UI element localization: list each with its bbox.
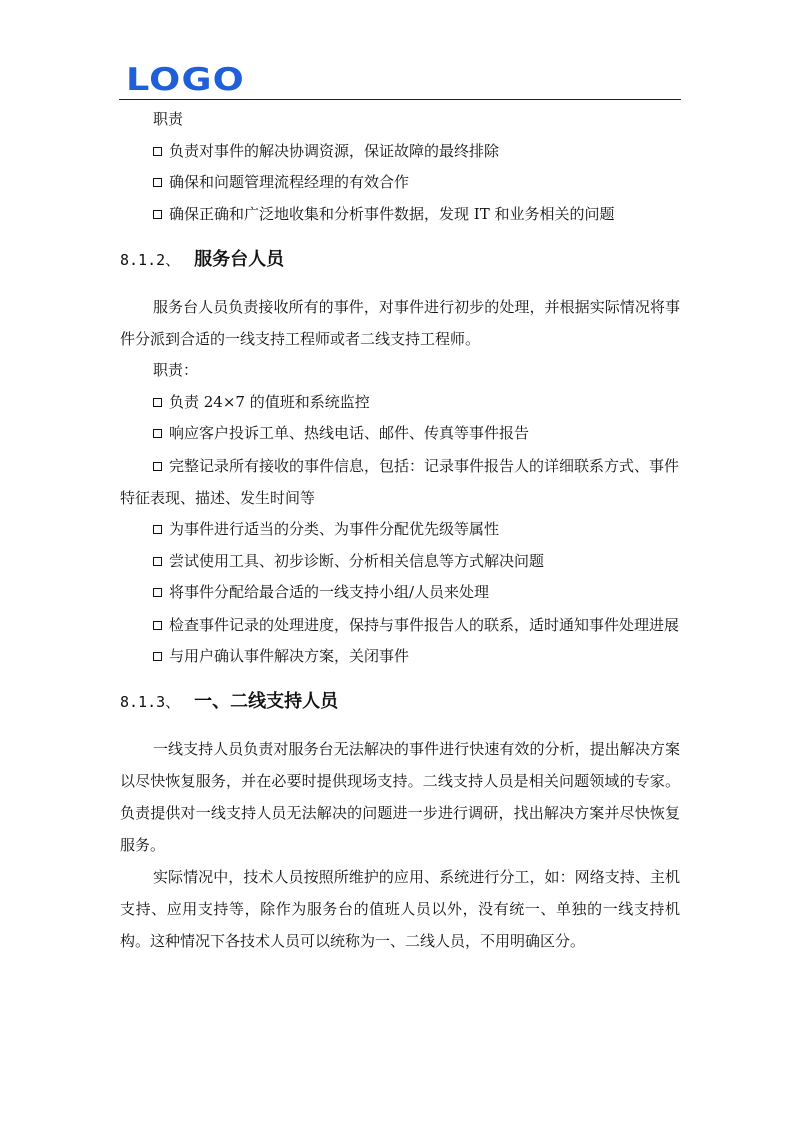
- checkbox-icon: [153, 429, 162, 438]
- checkbox-icon: [153, 652, 162, 661]
- list-item: 负责 24×7 的值班和系统监控: [120, 387, 680, 419]
- document-body: [120, 104, 680, 957]
- list-item: 检查事件记录的处理进度，保持与事件报告人的联系，适时通知事件处理进展: [120, 609, 680, 641]
- header-rule: [119, 99, 681, 100]
- checkbox-icon: [153, 588, 162, 597]
- list-item: 响应客户投诉工单、热线电话、邮件、传真等事件报告: [120, 418, 680, 450]
- duties-label: 职责：: [153, 360, 199, 379]
- list-item: 尝试使用工具、初步诊断、分析相关信息等方式解决问题: [120, 546, 680, 578]
- section-heading-8-1-2: 8.1.2、 服务台人员: [120, 248, 285, 270]
- list-item: 负责对事件的解决协调资源，保证故障的最终排除: [120, 136, 680, 168]
- list-item: 为事件进行适当的分类、为事件分配优先级等属性: [120, 514, 680, 546]
- checkbox-icon: [153, 398, 162, 407]
- list-item: 确保和问题管理流程经理的有效合作: [120, 167, 680, 199]
- list-item: 与用户确认事件解决方案，关闭事件: [120, 641, 680, 673]
- paragraph: 服务台人员负责接收所有的事件，对事件进行初步的处理，并根据实际情况将事件分派到合适的一线支持工程师或者二线支持工程师。: [120, 297, 680, 348]
- checkbox-icon: [153, 210, 162, 219]
- paragraph: 实际情况中，技术人员按照所维护的应用、系统进行分工，如：网络支持、主机支持、应用支持等，除作为服务台的值班人员以外，没有统一、单独的一线支持机构。这种情况下各技术人员可以统称为一、二线人员，不用明确区分。: [120, 867, 680, 950]
- checkbox-icon: [153, 462, 162, 471]
- logo: LOGO: [126, 62, 245, 98]
- checkbox-icon: [153, 557, 162, 566]
- list-item: 完整记录所有接收的事件信息，包括：记录事件报告人的详细联系方式、事件特征表现、描述、发生时间等: [120, 456, 680, 507]
- section-heading-8-1-3: 8.1.3、 一、二线支持人员: [120, 690, 339, 712]
- list-item: 将事件分配给最合适的一线支持小组/人员来处理: [120, 577, 680, 609]
- paragraph: 一线支持人员负责对服务台无法解决的事件进行快速有效的分析，提出解决方案以尽快恢复服务，并在必要时提供现场支持。二线支持人员是相关问题领域的专家。负责提供对一线支持人员无法解决的问题进一步进行调研，找出解决方案并尽快恢复服务。: [120, 739, 680, 854]
- checkbox-icon: [153, 147, 162, 156]
- list-item: 确保正确和广泛地收集和分析事件数据，发现 IT 和业务相关的问题: [120, 199, 680, 231]
- checkbox-icon: [153, 178, 162, 187]
- duties-label: 职责: [153, 110, 184, 128]
- checkbox-icon: [153, 525, 162, 534]
- checkbox-icon: [153, 621, 162, 630]
